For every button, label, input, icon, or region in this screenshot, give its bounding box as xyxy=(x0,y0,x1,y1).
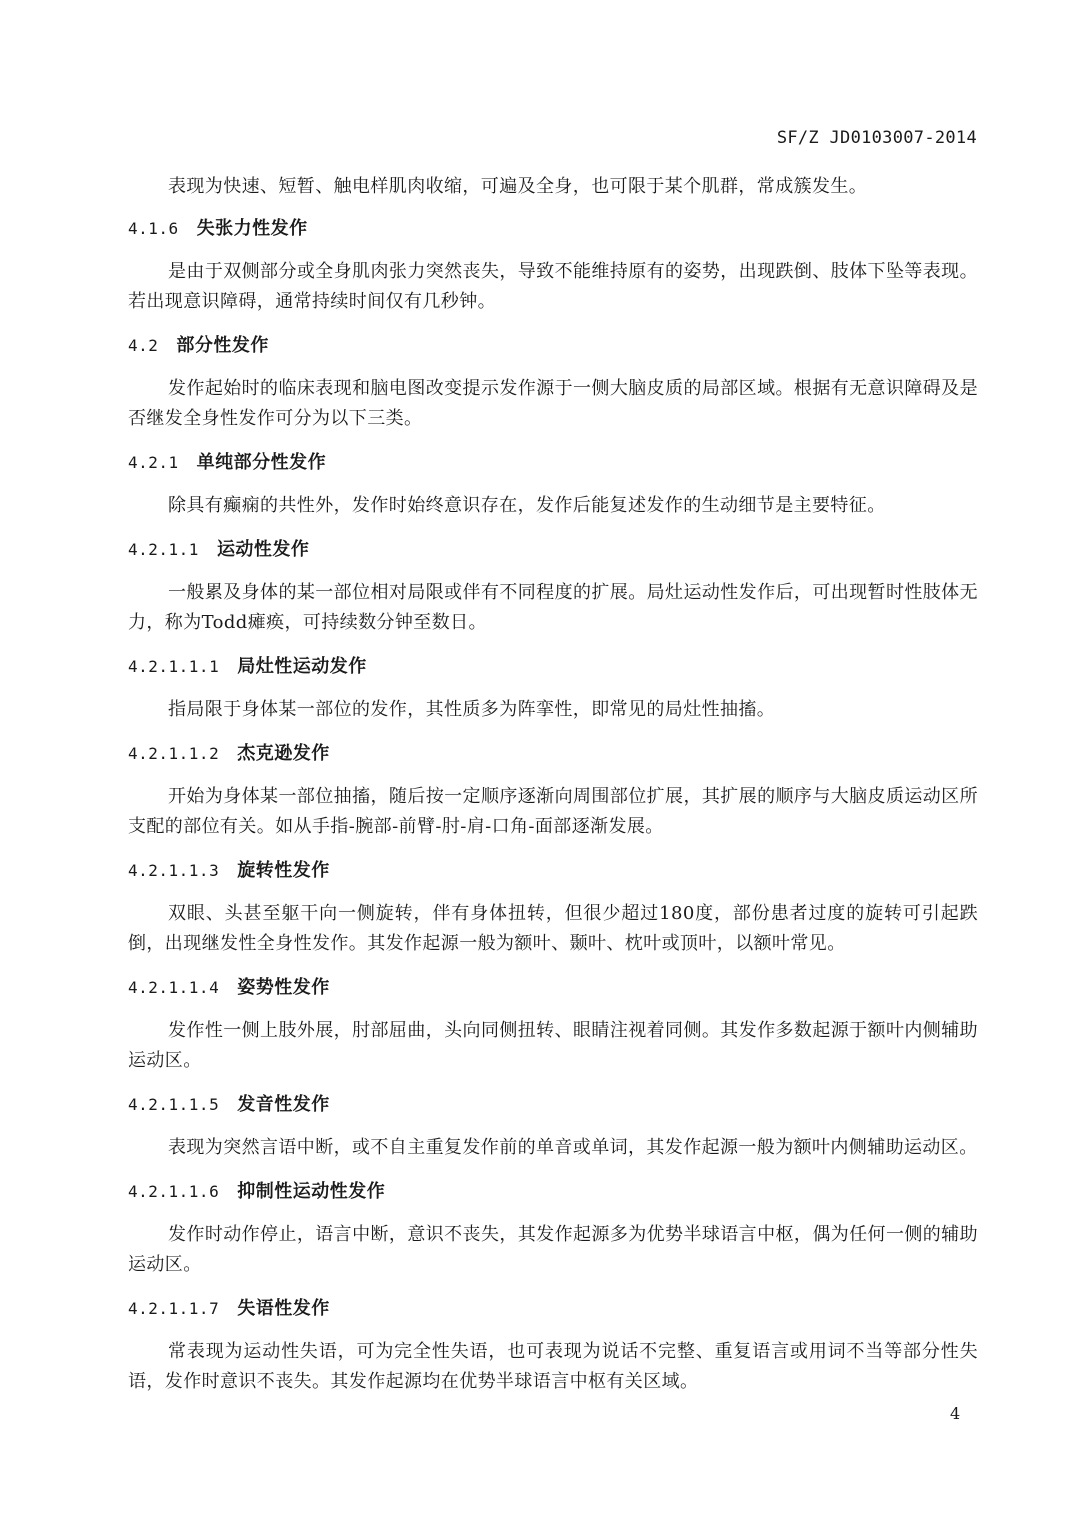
section-4-2-1-1-7 xyxy=(128,1294,978,1397)
section-heading xyxy=(128,739,978,770)
section-body: 除具有癫痫的共性外，发作时始终意识存在，发作后能复述发作的生动细节是主要特征。 xyxy=(168,495,886,516)
section-body: 是由于双侧部分或全身肌肉张力突然丧失，导致不能维持原有的姿势，出现跌倒、肢体下坠等表现。若出现意识障碍，通常持续时间仅有几秒钟。 xyxy=(128,261,978,312)
section-title: 抑制性运动性发作 xyxy=(237,1181,386,1202)
section-title: 失张力性发作 xyxy=(196,218,308,239)
section-title: 单纯部分性发作 xyxy=(196,452,327,473)
section-title: 失语性发作 xyxy=(237,1298,330,1319)
section-number: 4.2.1.1.2 xyxy=(128,744,220,763)
page-number: 4 xyxy=(950,1404,961,1423)
section-body: 发作时动作停止，语言中断，意识不丧失，其发作起源多为优势半球语言中枢，偶为任何一侧的辅助运动区。 xyxy=(128,1224,978,1275)
section-title: 姿势性发作 xyxy=(237,977,330,998)
section-body: 双眼、头甚至躯干向一侧旋转，伴有身体扭转，但很少超过180度，部份患者过度的旋转可引起跌倒，出现继发性全身性发作。其发作起源一般为额叶、颞叶、枕叶或顶叶，以额叶常见。 xyxy=(128,903,978,954)
section-4-2-1-1 xyxy=(128,535,978,638)
section-heading xyxy=(128,1294,978,1325)
section-4-2-1-1-6 xyxy=(128,1177,978,1280)
section-body: 发作性一侧上肢外展，肘部屈曲，头向同侧扭转、眼睛注视着同侧。其发作多数起源于额叶内侧辅助运动区。 xyxy=(128,1020,978,1071)
section-number: 4.2.1.1.6 xyxy=(128,1182,220,1201)
document-code-header: SF/Z JD0103007-2014 xyxy=(776,128,977,148)
section-number: 4.2.1.1.5 xyxy=(128,1095,220,1114)
section-heading xyxy=(128,535,978,566)
section-title: 局灶性运动发作 xyxy=(237,656,367,677)
section-4-2-1 xyxy=(128,448,978,521)
section-4-2-1-1-5 xyxy=(128,1090,978,1163)
section-body: 常表现为运动性失语，可为完全性失语，也可表现为说话不完整、重复语言或用词不当等部分性失语，发作时意识不丧失。其发作起源均在优势半球语言中枢有关区域。 xyxy=(128,1341,978,1392)
section-number: 4.2.1.1.3 xyxy=(128,861,220,880)
section-4-2-1-1-1 xyxy=(128,652,978,725)
section-4-2-1-1-3 xyxy=(128,856,978,959)
section-heading xyxy=(128,652,978,683)
section-body: 发作起始时的临床表现和脑电图改变提示发作源于一侧大脑皮质的局部区域。根据有无意识障碍及是否继发全身性发作可分为以下三类。 xyxy=(128,378,978,429)
section-body: 开始为身体某一部位抽搐，随后按一定顺序逐渐向周围部位扩展，其扩展的顺序与大脑皮质运动区所支配的部位有关。如从手指-腕部-前臂-肘-肩-口角-面部逐渐发展。 xyxy=(128,786,978,837)
section-title: 旋转性发作 xyxy=(237,860,330,881)
section-heading xyxy=(128,856,978,887)
section-body: 指局限于身体某一部位的发作，其性质多为阵挛性，即常见的局灶性抽搐。 xyxy=(168,699,776,720)
section-4-1-6 xyxy=(128,214,978,317)
section-heading xyxy=(128,1177,978,1208)
section-number: 4.2 xyxy=(128,336,159,355)
section-4-2 xyxy=(128,331,978,434)
intro-paragraph: 表现为快速、短暂、触电样肌肉收缩，可遍及全身，也可限于某个肌群，常成簇发生。 xyxy=(168,176,868,197)
section-4-2-1-1-2 xyxy=(128,739,978,842)
section-heading xyxy=(128,1090,978,1121)
section-title: 杰克逊发作 xyxy=(237,743,330,764)
document-body xyxy=(128,172,978,1411)
section-number: 4.1.6 xyxy=(128,219,179,238)
section-number: 4.2.1.1.4 xyxy=(128,978,220,997)
section-number: 4.2.1.1.7 xyxy=(128,1299,220,1318)
section-title: 发音性发作 xyxy=(237,1094,330,1115)
section-body: 一般累及身体的某一部位相对局限或伴有不同程度的扩展。局灶运动性发作后，可出现暂时性肢体无力，称为Todd瘫痪，可持续数分钟至数日。 xyxy=(128,582,978,633)
section-4-2-1-1-4 xyxy=(128,973,978,1076)
section-heading xyxy=(128,331,978,362)
section-heading xyxy=(128,973,978,1004)
section-number: 4.2.1 xyxy=(128,453,179,472)
section-title: 运动性发作 xyxy=(216,539,310,560)
section-number: 4.2.1.1.1 xyxy=(128,657,220,676)
section-heading xyxy=(128,448,978,479)
section-title: 部分性发作 xyxy=(176,335,269,356)
section-body: 表现为突然言语中断，或不自主重复发作前的单音或单词，其发作起源一般为额叶内侧辅助运动区。 xyxy=(168,1137,978,1158)
section-heading xyxy=(128,214,978,245)
section-number: 4.2.1.1 xyxy=(128,540,199,559)
